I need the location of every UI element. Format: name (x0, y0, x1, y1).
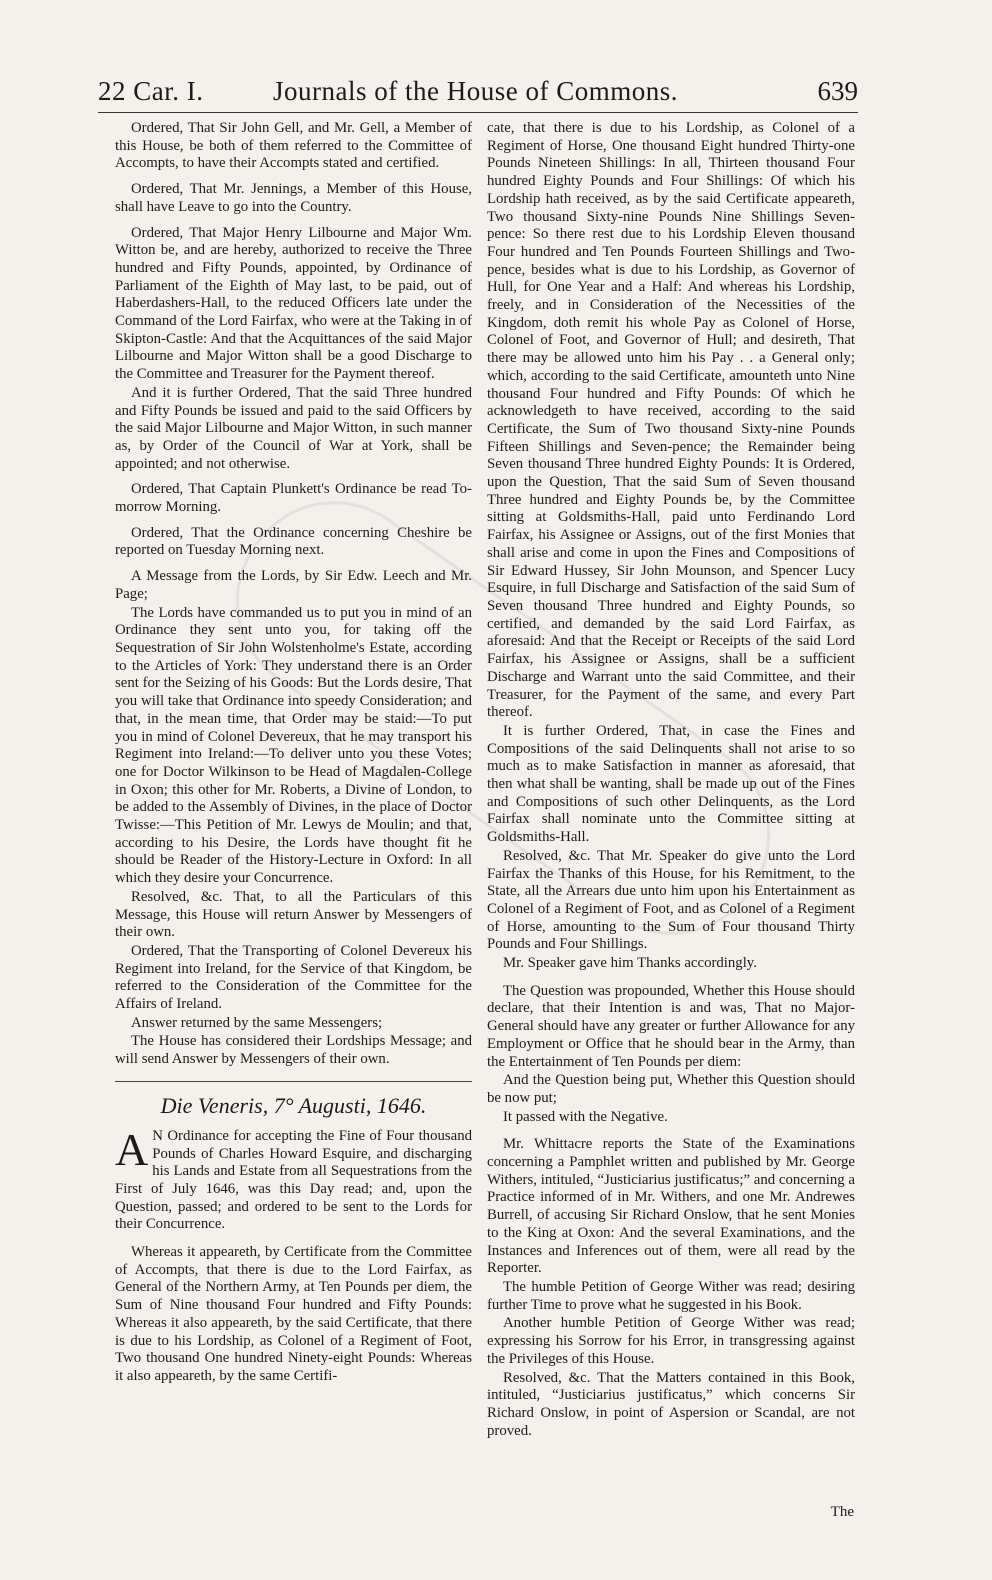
entry-lords-message-text: The Lords have commanded us to put you in mind of an Ordinance they sent unto you, for taking off the Sequestration of Sir John Wolstenholme's Estate, according to the Articles of York: They understand there is an Order sent for the Seizing of his Goods: But the Lords desire, That you will take that Ordinance into speedy Consideration; and that, in the mean time, that Order may be staid:—To put you in mind of Colonel Devereux, that he may transport his Regiment into Ireland:—To deliver unto you these Votes; one for Doctor Wilkinson to be Head of Magdalen-College in Oxon; this other for Mr. Roberts, a Divine of London, to be added to the Assembly of Divines, in the place of Doctor Twisse:—This Petition of Mr. Lewys de Moulin; and that, according to his Desire, the Lords have thought fit he should be Reader of the History-Lecture in Oxford: In all which they desire your Concurrence. (115, 604, 472, 887)
entry-house-considered: The House has considered their Lordships Message; and will send Answer by Messengers of their own. (115, 1033, 472, 1068)
entry-howard-ordinance (115, 1123, 472, 1234)
entry-resolved-answer: Resolved, &c. That, to all the Particulars of this Message, this House will return Answer by Messengers of their own. (115, 888, 472, 941)
entry-devereux-ireland: Ordered, That the Transporting of Colonel Devereux his Regiment into Ireland, for the Service of that Kingdom, be referred to the Consideration of the Committee for the Affairs of Ireland. (115, 942, 472, 1013)
entry-wither-petition-2: Another humble Petition of George Wither was read; expressing his Sorrow for his Error, in transgressing against the Privileges of this House. (487, 1315, 855, 1367)
entry-lords-message: A Message from the Lords, by Sir Edw. Leech and Mr. Page; (115, 568, 472, 602)
entry-fairfax-certificate: Whereas it appeareth, by Certificate from the Committee of Accompts, that there is due to the Lord Fairfax, as General of the Northern Army, at Ten Pounds per diem, the Sum of Nine thousand Four hundred and Fifty Pounds: Whereas it also appeareth, by the said Certificate, that there is due to his Lordship, as Colonel of a Regiment of Foot, Two thousand One hundred Ninety-eight Pounds: Whereas it also appeareth, by the same Certifi- (115, 1244, 472, 1384)
left-column (115, 120, 472, 1394)
journal-title: Journals of the House of Commons. (273, 76, 678, 106)
entry-wither-petition-1: The humble Petition of George Wither was read; desiring further Time to prove what he suggested in his Book. (487, 1279, 855, 1313)
entry-whittacre-report: Mr. Whittacre reports the State of the Examinations concerning a Pamphlet written and published by Mr. George Withers, intituled, “Justiciarius justificatus;” and concerning a Practice informed of in Mr. Withers, and one Mr. Andrewes Burrell, of accusing Sir Richard Onslow, that he sent Monies to the King at Oxon: And the several Examinations, and the Instances and Inferences out of them, were all read by the Reporter. (487, 1136, 855, 1277)
regnal-year: 22 Car. I. (98, 76, 204, 106)
entry-negative: It passed with the Negative. (503, 1108, 668, 1125)
entry-resolved-book: Resolved, &c. That the Matters contained in this Book, intituled, “Justiciarius justificatus,” which concerns Sir Richard Onslow, in point of Aspersion or Scandal, are not proved. (487, 1369, 855, 1439)
entry-plunkett-ordinance: Ordered, That Captain Plunkett's Ordinance be read To-morrow Morning. (115, 481, 472, 516)
entry-cheshire-ordinance: Ordered, That the Ordinance concerning Cheshire be reported on Tuesday Morning next. (115, 524, 472, 559)
page-number: 639 (817, 76, 858, 106)
entry-major-general-question: The Question was propounded, Whether this House should declare, that their Intention is and was, That no Major-General should have any greater or further Allowance for any Employment or Office that he should bear in the Army, than the Entertainment of Ten Pounds per diem: (487, 982, 855, 1070)
entry-gell-accompts: Ordered, That Sir John Gell, and Mr. Gell, a Member of this House, be both of them referred to the Committee of Accompts, to have their Accompts stated and certified. (115, 120, 472, 172)
entry-thanks-fairfax: Resolved, &c. That Mr. Speaker do give unto the Lord Fairfax the Thanks of this House, for his Remitment, to the State, all the Arrears due unto him upon his Entertainment as Colonel of a Regiment of Foot, and as Colonel of a Regiment of Horse, amounting to the Sum of Four thousand Thirty Pounds and Four Shillings. (487, 847, 855, 953)
day-heading: Die Veneris, 7° Augusti, 1646. (160, 1092, 427, 1118)
drop-cap: A (115, 1123, 149, 1175)
running-header (98, 72, 858, 113)
right-column (487, 120, 855, 1441)
entry-fines-compositions: It is further Ordered, That, in case the Fines and Compositions of the said Delinquents shall not arise to so much as to make Satisfaction in manner as aforesaid, that then what shall be wanting, shall be made up out of the Fines and Compositions of such other Delinquents, as the Lord Fairfax shall nominate unto the Committee sitting at Goldsmiths-Hall. (487, 722, 855, 846)
entry-speaker-thanks: Mr. Speaker gave him Thanks accordingly. (503, 955, 757, 972)
section-divider (115, 1081, 472, 1082)
entry-fairfax-certificate-cont: cate, that there is due to his Lordship, as Colonel of a Regiment of Horse, One thousand Eight hundred Thirty-one Pounds Nineteen Shillings: In all, Thirteen thousand Four hundred Eighty Pounds and Four Shillings: Of which his Lordship hath received, as by the said Certificate appeareth, Two thousand Sixty-nine Pounds Nine Shillings Seven-pence: So there rest due to his Lordship Eleven thousand Four hundred and Ten Pounds Fourteen Shillings and Two-pence, besides what is due to his Lordship, as Governor of Hull, for One Year and a Half: And whereas his Lordship, freely, and in Consideration of the Necessities of the Kingdom, doth remit his whole Pay as Colonel of Horse, Colonel of Foot, and Governor of Hull; and desireth, That there may be allowed unto him his Pay . . a General only; which, according to the said Certificate, amounteth unto Nine thousand Four hundred and Fifty Pounds: Of which he acknowledgeth to have received, according to the said Certificate, the Sum of Two thousand Sixty-nine Pounds Fifteen Shillings and Seven-pence; the Remainder being Seven thousand Three hundred Eighty Pounds: It is Ordered, upon the Question, That the said Sum of Seven thousand Three hundred and Eighty Pounds be, by the Committee sitting at Goldsmiths-Hall, paid unto Ferdinando Lord Fairfax, his Assignee or Assigns, out of the first Monies that shall arise and come in upon the Fines and Compositions of Sir Edward Hussey, Sir John Mounson, and Spencer Lucy Esquire, in full Discharge and Satisfaction of the said Sum of Seven thousand Three hundred and Eighty Pounds, so certified, and demanded by the said Lord Fairfax, as aforesaid: And that the Receipt or Receipts of the said Lord Fairfax, his Assignee or Assigns, shall be a sufficient Discharge and Warrant unto the said Committee, and their Treasurer, for the Payment of the same, and every Part thereof. (487, 120, 855, 721)
catchword: The (830, 1504, 854, 1520)
entry-question-put: And the Question being put, Whether this Question should be now put; (487, 1072, 855, 1106)
entry-howard-ordinance-text: N Ordinance for accepting the Fine of Four thousand Pounds of Charles Howard Esquire, and discharging his Lands and Estate from all Sequestrations from the First of July 1646, was this Day read; and, upon the Question, passed; and ordered to be sent to the Lords for their Concurrence. (115, 1127, 472, 1233)
entry-answer-returned: Answer returned by the same Messengers; (131, 1014, 383, 1031)
entry-lilbourne-witton: Ordered, That Major Henry Lilbourne and Major Wm. Witton be, and are hereby, authorized to receive the Three hundred and Fifty Pounds, appointed, by Ordinance of Parliament of the Eighth of May last, to be paid, out of Haberdashers-Hall, to the reduced Officers late under the Command of the Lord Fairfax, who were at the Taking in of Skipton-Castle: And that the Acquittances of the said Major Lilbourne and Major Witton shall be a good Discharge to the Committee and Treasurer for the Payment thereof. (115, 224, 472, 383)
entry-further-ordered: And it is further Ordered, That the said Three hundred and Fifty Pounds be issued and paid to the said Officers by the said Major Lilbourne and Major Witton, in such manner as, by Order of the Council of War at York, shall be appointed; and not otherwise. (115, 384, 472, 472)
entry-jennings-leave: Ordered, That Mr. Jennings, a Member of this House, shall have Leave to go into the Country. (115, 181, 472, 215)
